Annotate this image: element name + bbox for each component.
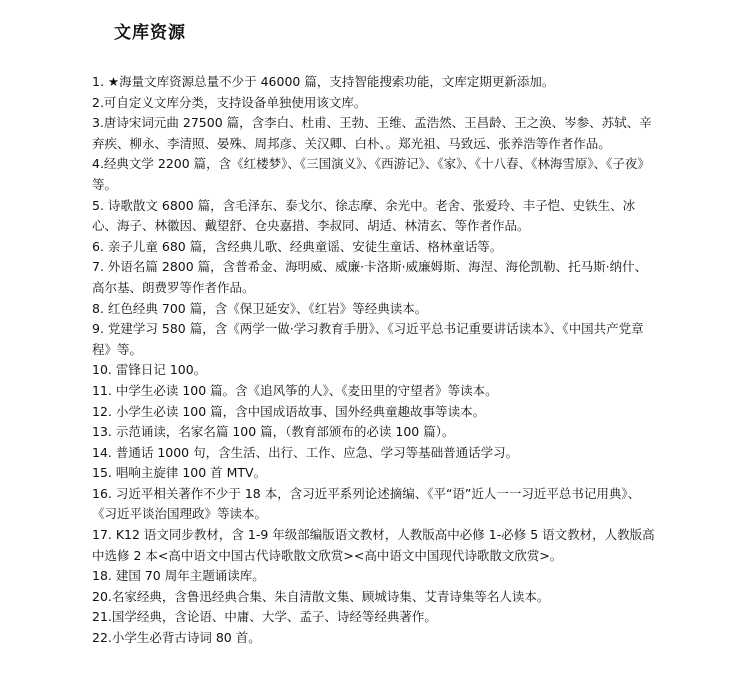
list-item: 12. 小学生必读 100 篇，含中国成语故事、国外经典童趣故事等读本。 [92, 403, 486, 419]
list-item: 10. 雷锋日记 100。 [92, 362, 207, 378]
list-item: 15. 唱响主旋律 100 首 MTV。 [92, 465, 267, 481]
list-item: 16. 习近平相关著作不少于 18 本，含习近平系列论述摘编、《平“语”近人一一习近平总书记用典》、《习近平谈治国理政》等读本。 [92, 485, 641, 522]
list-item: 6. 亲子儿童 680 篇，含经典儿歌、经典童谣、安徒生童话、格林童话等。 [92, 238, 503, 254]
list-item: 22.小学生必背古诗词 80 首。 [92, 630, 261, 646]
list-item: 14. 普通话 1000 句，含生活、出行、工作、应急、学习等基础普通话学习。 [92, 444, 519, 460]
list-item: 2.可自定义文库分类，支持设备单独使用该文库。 [92, 94, 367, 110]
list-item: 4.经典文学 2200 篇，含《红楼梦》、《三国演义》、《西游记》、《家》、《十八春、《林海雪原》、《子夜》等。 [92, 156, 650, 192]
list-item: 20.名家经典，含鲁迅经典合集、朱自清散文集、顾城诗集、艾青诗集等名人读本。 [92, 588, 550, 604]
list-item: 7. 外语名篇 2800 篇，含普希金、海明威、威廉·卡洛斯·威廉姆斯、海涅、海伦凯勒、托马斯·纳什、高尔基、朗费罗等作者作品。 [92, 259, 648, 295]
list-item: 18. 建国 70 周年主题诵读库。 [92, 568, 265, 584]
list-item: 5. 诗歌散文 6800 篇，含毛泽东、泰戈尔、徐志摩、余光中。老舍、张爱玲、丰子恺、史铁生、冰心、海子、林徽因、戴望舒、仓央嘉措、李叔同、胡适、林清玄、等作者作品。 [92, 197, 636, 234]
list-item: 13. 示范诵读，名家名篇 100 篇，（教育部颁布的必读 100 篇）。 [92, 424, 455, 440]
page-title: 文库资源 [114, 23, 186, 43]
list-item: 9. 党建学习 580 篇，含《两学一做·学习教育手册》、《习近平总书记重要讲话读本》、《中国共产党章程》等。 [92, 321, 644, 357]
resource-list [92, 72, 658, 649]
list-item: 17. K12 语文同步教材，含 1-9 年级部编版语文教材，人教版高中必修 1-必修 5 语文教材，人教版高中选修 2 本<高中语文中国古代诗歌散文欣赏><高中语文中国现代诗歌散文欣赏>。 [92, 527, 655, 563]
list-item: 8. 红色经典 700 篇，含《保卫延安》、《红岩》等经典读本。 [92, 300, 428, 316]
list-item: 11. 中学生必读 100 篇。含《追风筝的人》、《麦田里的守望者》等读本。 [92, 382, 498, 398]
list-item: 1. ★海量文库资源总量不少于 46000 篇，支持智能搜索功能，文库定期更新添加。 [92, 74, 555, 89]
list-item: 3.唐诗宋词元曲 27500 篇，含李白、杜甫、王勃、王维、孟浩然、王昌龄、王之涣、岑参、苏轼、辛弃疾、柳永、李清照、晏殊、周邦彦、关汉卿、白朴、。郑光祖、马致远、张养浩等作者作品。 [92, 115, 652, 151]
list-item: 21.国学经典，含论语、中庸、大学、孟子、诗经等经典著作。 [92, 609, 437, 625]
